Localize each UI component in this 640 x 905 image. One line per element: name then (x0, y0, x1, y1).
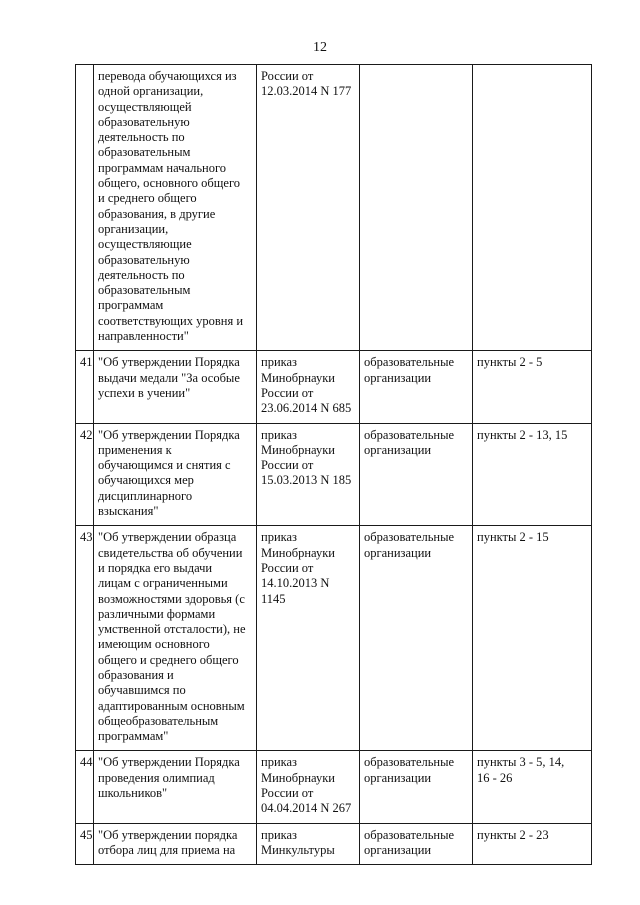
act-title: "Об утверждении Порядка проведения олимпиад школьников" (94, 751, 257, 823)
act-points: пункты 3 - 5, 14, 16 - 26 (473, 751, 592, 823)
act-order: приказ Минобрнауки России от 14.10.2013 N 1145 (257, 526, 360, 751)
act-subjects: образовательные организации (360, 751, 473, 823)
act-order: приказ Минобрнауки России от 15.03.2013 N 185 (257, 423, 360, 526)
row-number: 45 (76, 823, 94, 865)
act-title: перевода обучающихся из одной организации, осуществляющей образовательную деятельность по образовательным программам начального общего, основного общего и среднего общего образования, в другие организации, осуществляющие образовательную деятельность по образовательным программам соответствующих уровня и направленности" (94, 65, 257, 351)
act-subjects: образовательные организации (360, 423, 473, 526)
act-subjects: образовательные организации (360, 823, 473, 865)
act-order: приказ Минобрнауки России от 04.04.2014 N 267 (257, 751, 360, 823)
table-row (76, 526, 592, 751)
act-title: "Об утверждении Порядка выдачи медали "За особые успехи в учении" (94, 351, 257, 423)
act-points: пункты 2 - 5 (473, 351, 592, 423)
act-subjects: образовательные организации (360, 351, 473, 423)
act-order: приказ Минобрнауки России от 23.06.2014 N 685 (257, 351, 360, 423)
row-number: 41 (76, 351, 94, 423)
act-title: "Об утверждении образца свидетельства об обучении и порядка его выдачи лицам с ограниченными возможностями здоровья (с различными формами умственной отсталости), не имеющим основного общего и среднего общего образования и обучавшимся по адаптированным основным общеобразовательным программам" (94, 526, 257, 751)
table-row (76, 423, 592, 526)
requirements-table (75, 64, 592, 865)
table-row (76, 751, 592, 823)
act-title: "Об утверждении порядка отбора лиц для приема на (94, 823, 257, 865)
act-points: пункты 2 - 23 (473, 823, 592, 865)
act-points (473, 65, 592, 351)
row-number: 42 (76, 423, 94, 526)
act-order: России от 12.03.2014 N 177 (257, 65, 360, 351)
act-subjects: образовательные организации (360, 526, 473, 751)
row-number: 43 (76, 526, 94, 751)
act-subjects (360, 65, 473, 351)
page-number: 12 (313, 40, 327, 55)
table-row (76, 823, 592, 865)
table-row (76, 351, 592, 423)
act-title: "Об утверждении Порядка применения к обучающимся и снятия с обучающихся мер дисциплинарного взыскания" (94, 423, 257, 526)
act-points: пункты 2 - 15 (473, 526, 592, 751)
act-points: пункты 2 - 13, 15 (473, 423, 592, 526)
row-number: 44 (76, 751, 94, 823)
act-order: приказ Минкультуры (257, 823, 360, 865)
row-number (76, 65, 94, 351)
table-row (76, 65, 592, 351)
